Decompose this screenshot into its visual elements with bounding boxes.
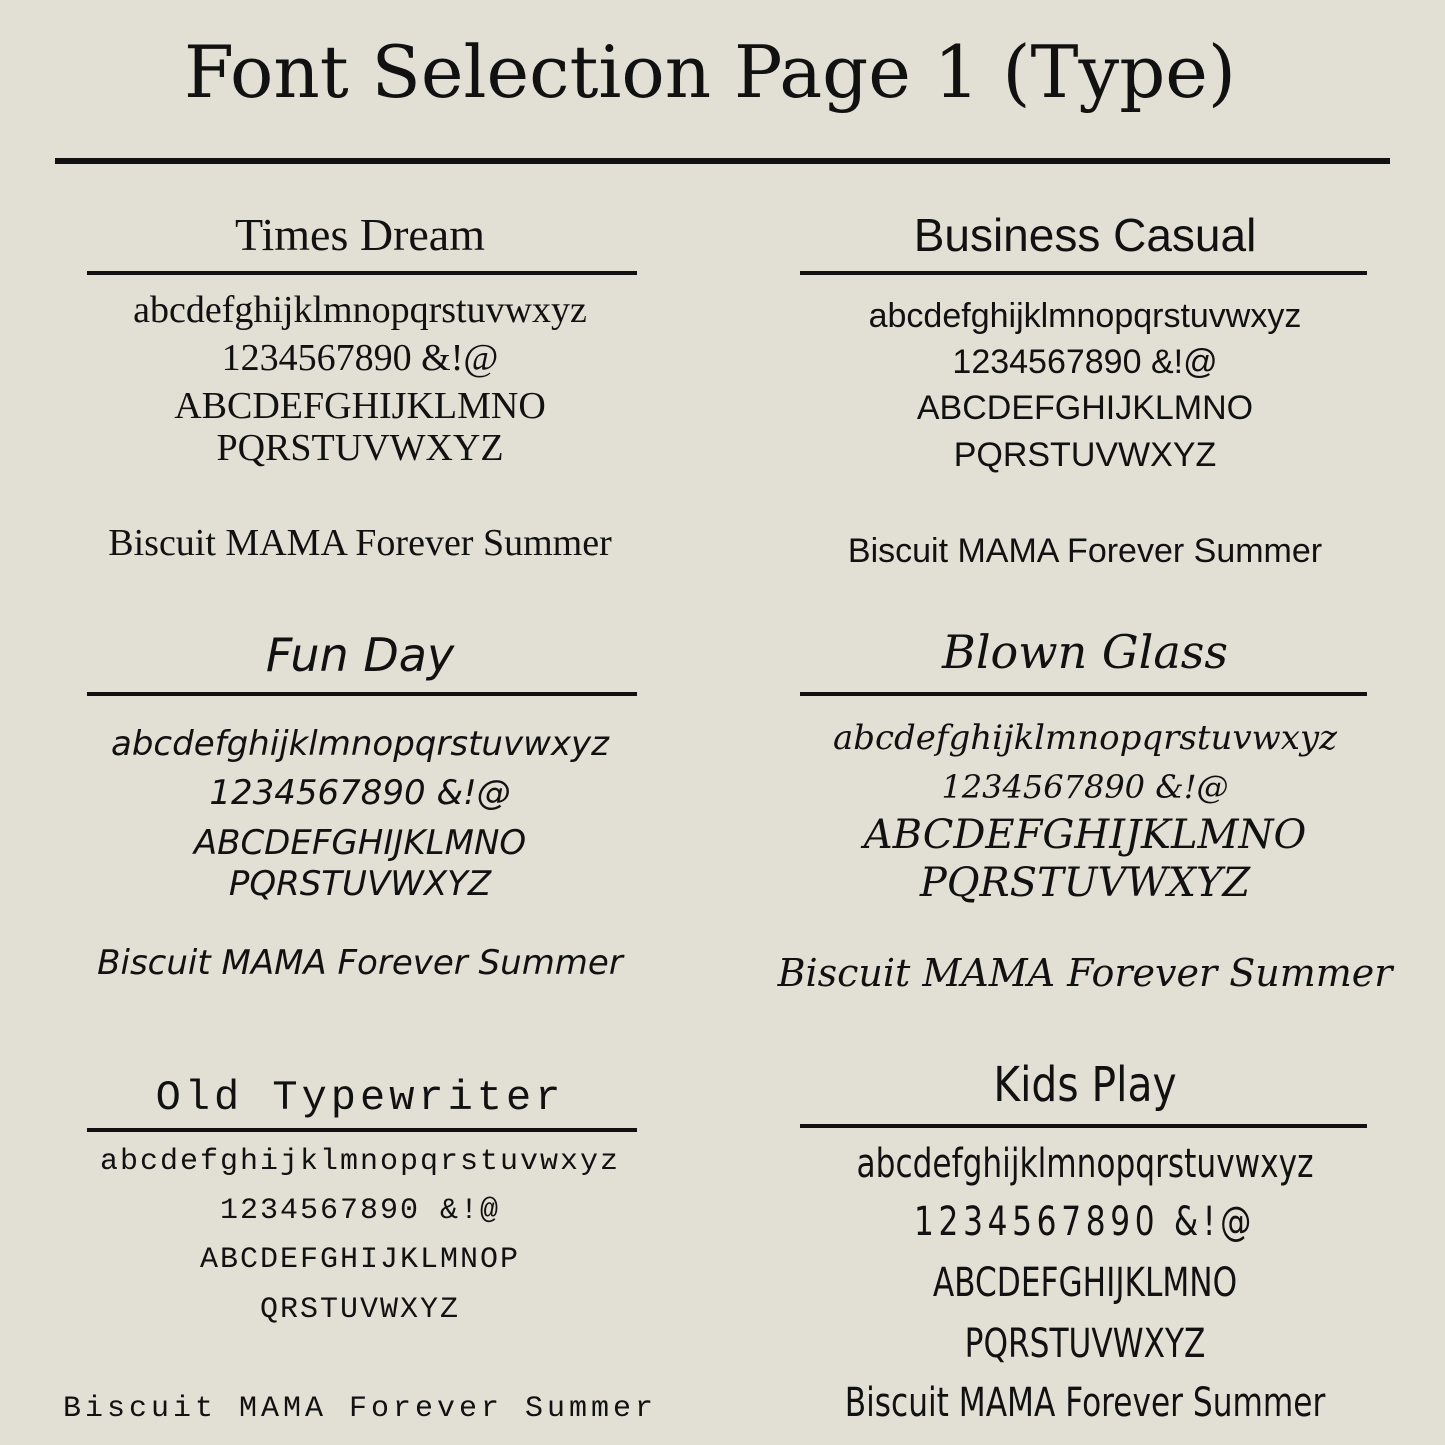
phrase-sample: Biscuit MAMA Forever Summer xyxy=(108,522,612,564)
font-panel-times-dream xyxy=(30,205,690,564)
numbers-sample: 1234567890 &!@ xyxy=(221,337,499,379)
phrase-sample: Biscuit MAMA Forever Summer xyxy=(844,1380,1326,1426)
lowercase-sample: abcdefghijklmnopqrstuvwxyz xyxy=(856,1141,1314,1187)
phrase-sample: Biscuit MAMA Forever Summer xyxy=(847,532,1323,570)
font-name-divider xyxy=(800,692,1367,696)
font-name-divider xyxy=(800,271,1367,275)
font-panel-business-casual xyxy=(755,205,1415,570)
font-panel-fun-day xyxy=(30,625,690,983)
numbers-sample: 1234567890 &!@ xyxy=(209,773,511,813)
uppercase-sample-2: PQRSTUVWXYZ xyxy=(953,436,1217,474)
font-name: Blown Glass xyxy=(942,625,1228,679)
lowercase-sample: abcdefghijklmnopqrstuvwxyz xyxy=(868,297,1302,335)
uppercase-sample-1: ABCDEFGHIJKLMNOP xyxy=(199,1243,521,1277)
numbers-sample: 1234567890 &!@ xyxy=(941,768,1229,806)
uppercase-sample-2: QRSTUVWXYZ xyxy=(259,1293,461,1327)
uppercase-sample-2: PQRSTUVWXYZ xyxy=(919,860,1251,906)
title-divider xyxy=(55,158,1390,164)
uppercase-sample-1: ABCDEFGHIJKLMNO xyxy=(932,1260,1238,1306)
uppercase-sample-1: ABCDEFGHIJKLMNO xyxy=(863,812,1307,858)
lowercase-sample: abcdefghijklmnopqrstuvwxyz xyxy=(111,724,609,764)
lowercase-sample: abcdefghijklmnopqrstuvwxyz xyxy=(133,289,587,331)
font-name-divider xyxy=(87,1128,637,1132)
phrase-sample: Biscuit MAMA Forever Summer xyxy=(62,1392,658,1426)
uppercase-sample-2: PQRSTUVWXYZ xyxy=(964,1321,1206,1367)
font-panel-old-typewriter xyxy=(30,1070,690,1426)
font-panel-kids-play xyxy=(755,1052,1415,1426)
font-name: Old Typewriter xyxy=(155,1074,565,1122)
phrase-sample: Biscuit MAMA Forever Summer xyxy=(777,951,1393,995)
font-name-divider xyxy=(87,692,637,696)
font-name: Business Casual xyxy=(913,209,1257,261)
uppercase-sample-2: PQRSTUVWXYZ xyxy=(216,427,504,469)
page-title: Font Selection Page 1 (Type) xyxy=(183,30,1236,114)
font-panel-blown-glass xyxy=(745,622,1425,995)
uppercase-sample-1: ABCDEFGHIJKLMNO xyxy=(193,823,527,863)
font-name-divider xyxy=(800,1124,1367,1128)
font-name: Kids Play xyxy=(993,1057,1177,1113)
uppercase-sample-1: ABCDEFGHIJKLMNO xyxy=(174,385,546,427)
uppercase-sample-1: ABCDEFGHIJKLMNO xyxy=(916,389,1254,427)
numbers-sample: 1234567890 &!@ xyxy=(219,1194,501,1228)
font-name: Fun Day xyxy=(265,628,455,682)
phrase-sample: Biscuit MAMA Forever Summer xyxy=(97,943,623,983)
numbers-sample: 1234567890 &!@ xyxy=(914,1199,1256,1245)
uppercase-sample-2: PQRSTUVWXYZ xyxy=(228,864,492,904)
lowercase-sample: abcdefghijklmnopqrstuvwxyz xyxy=(99,1145,621,1179)
font-name-divider xyxy=(87,271,637,275)
lowercase-sample: abcdefghijklmnopqrstuvwxyz xyxy=(832,718,1338,758)
numbers-sample: 1234567890 &!@ xyxy=(952,343,1218,381)
font-name: Times Dream xyxy=(234,209,485,260)
